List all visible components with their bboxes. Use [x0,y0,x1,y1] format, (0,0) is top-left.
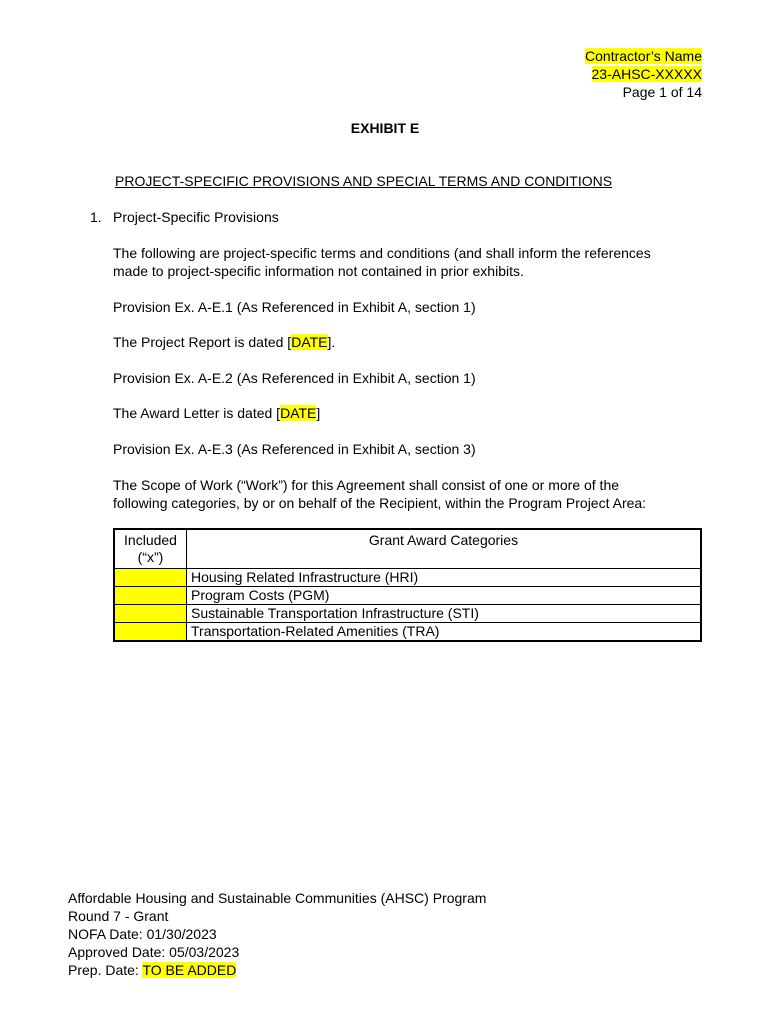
intro-line-1: The following are project-specific terms and conditions (and shall inform the references [113,245,651,261]
report-date-placeholder: DATE [291,334,328,350]
list-number: 1. [90,209,102,225]
exhibit-title: EXHIBIT E [350,120,420,136]
included-cell[interactable] [114,605,187,623]
prep-date-label: Prep. Date: [68,962,143,978]
scope-line-1: The Scope of Work (“Work”) for this Agreement shall consist of one or more of the [113,477,620,493]
included-cell[interactable] [114,623,187,642]
footer-program: Affordable Housing and Sustainable Communities (AHSC) Program [68,890,487,906]
page-number: Page 1 of 14 [622,84,702,100]
scope-line-2: following categories, by or on behalf of the Recipient, within the Program Project Area: [113,495,647,511]
table-row [114,569,701,587]
table-row [114,623,701,642]
intro-paragraph [113,244,713,280]
award-date-placeholder: DATE [280,405,317,421]
provision-1: Provision Ex. A-E.1 (As Referenced in Exhibit A, section 1) [113,299,476,315]
table-header-row [114,529,701,569]
award-date-prefix: The Award Letter is dated [ [113,405,281,421]
contractor-name: Contractor’s Name [585,48,702,64]
list-item-project-specific-provisions [90,209,279,225]
grant-award-categories-table [113,528,702,642]
agreement-number: 23-AHSC-XXXXX [591,66,702,82]
footer-nofa-date: NOFA Date: 01/30/2023 [68,926,217,942]
project-report-date [113,333,713,351]
table-row [114,587,701,605]
category-cell: Program Costs (PGM) [187,587,702,605]
included-hint: (“x”) [137,549,164,565]
footer-approved-date: Approved Date: 05/03/2023 [68,944,240,960]
section-heading: PROJECT-SPECIFIC PROVISIONS AND SPECIAL TERMS AND CONDITIONS [115,173,613,189]
provision-2: Provision Ex. A-E.2 (As Referenced in Exhibit A, section 1) [113,370,476,386]
list-item-title: Project-Specific Provisions [113,209,279,225]
included-cell[interactable] [114,569,187,587]
prep-date-value: TO BE ADDED [142,962,237,978]
document-header [585,47,702,101]
report-date-prefix: The Project Report is dated [ [113,334,292,350]
category-cell: Sustainable Transportation Infrastructure (STI) [187,605,702,623]
report-date-suffix: ]. [327,334,336,350]
column-header-included [114,529,187,569]
scope-paragraph [113,476,713,512]
category-cell: Housing Related Infrastructure (HRI) [187,569,702,587]
award-letter-date [113,404,713,422]
award-date-suffix: ] [316,405,321,421]
included-label: Included [124,532,177,548]
category-cell: Transportation-Related Amenities (TRA) [187,623,702,642]
table-row [114,605,701,623]
footer-prep-date [68,961,486,979]
provision-3: Provision Ex. A-E.3 (As Referenced in Exhibit A, section 3) [113,441,476,457]
document-footer [68,889,486,979]
footer-round: Round 7 - Grant [68,908,169,924]
included-cell[interactable] [114,587,187,605]
column-header-categories: Grant Award Categories [187,529,702,569]
intro-line-2: made to project-specific information not contained in prior exhibits. [113,263,524,279]
